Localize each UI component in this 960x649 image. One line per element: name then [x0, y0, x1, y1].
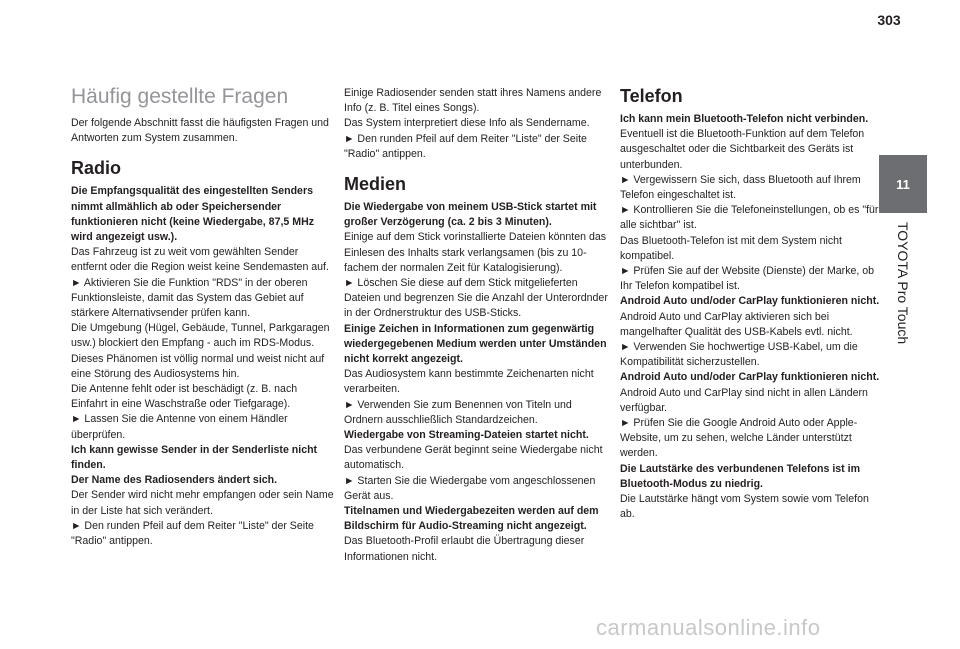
faq-answer: ► Verwenden Sie hochwertige USB-Kabel, um die Kompatibilität sicherzustellen. [620, 341, 858, 369]
faq-answer: Der Sender wird nicht mehr empfangen oder sein Name in der Liste hat sich verändert. [71, 489, 334, 517]
faq-answer: Die Lautstärke hängt vom System sowie vom Telefon ab. [620, 493, 869, 521]
chapter-tab: 11 [879, 155, 927, 213]
section-heading-radio: Radio [71, 158, 122, 179]
faq-answer: Einige Radiosender senden statt ihres Namens andere Info (z. B. Titel eines Songs). [344, 87, 602, 115]
faq-answer: Dieses Phänomen ist völlig normal und weist nicht auf eine Störung des Audiosystems hin. [71, 352, 325, 380]
faq-answer: Das verbundene Gerät beginnt seine Wiedergabe nicht automatisch. [344, 444, 603, 472]
intro-text: Der folgende Abschnitt fasst die häufigsten Fragen und Antworten zum System zusammen. [71, 117, 329, 145]
faq-answer: Das Audiosystem kann bestimmte Zeichenarten nicht verarbeiten. [344, 368, 594, 396]
faq-answer: ► Löschen Sie diese auf dem Stick mitgelieferten Dateien und begrenzen Sie die Anzahl der Unterordnder in der Ordnerstruktur des USB-Sticks. [344, 277, 608, 320]
section-heading-telefon: Telefon [620, 86, 683, 106]
faq-answer: Android Auto und CarPlay sind nicht in allen Ländern verfügbar. [620, 386, 868, 414]
faq-answer: Das Bluetooth-Profil erlaubt die Übertragung dieser Informationen nicht. [344, 535, 585, 563]
faq-answer: ► Prüfen Sie auf der Website (Dienste) der Marke, ob Ihr Telefon kompatibel ist. [620, 265, 875, 293]
page-heading: Häufig gestellte Fragen [71, 85, 289, 108]
faq-answer: ► Vergewissern Sie sich, dass Bluetooth auf Ihrem Telefon eingeschaltet ist. [620, 173, 861, 202]
watermark: carmanualsonline.info [596, 615, 821, 640]
faq-question: Die Lautstärke des verbundenen Telefons ist im Bluetooth-Modus zu niedrig. [620, 462, 860, 490]
faq-answer: ► Aktivieren Sie die Funktion "RDS" in der oberen Funktionsleiste, damit das System das Gebiet auf stärkere Alternativsender prüfen kann. [71, 276, 308, 320]
faq-question: Titelnamen und Wiedergabezeiten werden auf dem Bildschirm für Audio-Streaming nicht angezeigt. [344, 505, 599, 533]
faq-answer: Das Bluetooth-Telefon ist mit dem System nicht kompatibel. [620, 234, 842, 262]
faq-answer: ► Prüfen Sie die Google Android Auto oder Apple-Website, um zu sehen, welche Länder unterstützt werden. [620, 417, 858, 460]
faq-question: Ich kann mein Bluetooth-Telefon nicht verbinden. [620, 113, 869, 125]
chapter-title: TOYOTA Pro Touch [895, 222, 911, 345]
faq-answer: ► Lassen Sie die Antenne von einem Händler überprüfen. [71, 413, 288, 441]
faq-answer: ► Starten Sie die Wiedergabe vom angeschlossenen Gerät aus. [344, 474, 596, 502]
faq-question: Der Name des Radiosenders ändert sich. [71, 474, 278, 487]
column-1 [71, 84, 335, 549]
faq-answer: ► Verwenden Sie zum Benennen von Titeln und Ordnern ausschließlich Standardzeichen. [344, 398, 572, 426]
faq-question: Android Auto und/oder CarPlay funktionieren nicht. [620, 295, 880, 308]
faq-question: Die Wiedergabe von meinem USB-Stick startet mit großer Verzögerung (ca. 2 bis 3 Minuten). [344, 201, 597, 229]
page-number: 303 [877, 12, 901, 28]
faq-answer: Das System interpretiert diese Info als Sendername. [344, 117, 590, 130]
faq-question: Wiedergabe von Streaming-Dateien startet nicht. [344, 429, 589, 442]
section-heading-medien: Medien [344, 174, 407, 195]
faq-question: Ich kann gewisse Sender in der Senderliste nicht finden. [71, 443, 318, 472]
faq-answer: Android Auto und CarPlay aktivieren sich bei mangelhafter Qualität des USB-Kabels evtl. nicht. [620, 310, 853, 338]
faq-answer: ► Den runden Pfeil auf dem Reiter "Liste" der Seite "Radio" antippen. [71, 519, 314, 548]
column-2 [344, 86, 608, 565]
telefon-faq-list [620, 112, 884, 522]
faq-answer: Die Antenne fehlt oder ist beschädigt (z. B. nach Einfahrt in eine Waschstraße oder Tiefgarage). [71, 383, 298, 411]
faq-answer: Eventuell ist die Bluetooth-Funktion auf dem Telefon ausgeschaltet oder die Sichtbarkeit des Geräts ist unterbunden. [620, 128, 865, 171]
faq-answer: Einige auf dem Stick vorinstallierte Dateien könnten das Einlesen des Inhalts stark verlangsamen (bis zu 10-fachem der normalen Zeit für Katalogisierung). [344, 231, 607, 274]
faq-question: Die Empfangsqualität des eingestellten Senders nimmt allmählich ab oder Speichersender funktionieren nicht (keine Wiedergabe, 87,5 MHz wird angezeigt usw.). [71, 185, 315, 244]
faq-answer: ► Den runden Pfeil auf dem Reiter "Liste" der Seite "Radio" antippen. [344, 132, 587, 160]
faq-answer: Das Fahrzeug ist zu weit vom gewählten Sender entfernt oder die Region weist keine Sendemasten auf. [71, 246, 329, 274]
faq-question: Einige Zeichen in Informationen zum gegenwärtig wiedergegebenen Medium werden unter Umständen nicht korrekt angezeigt. [344, 322, 607, 366]
medien-faq-list [344, 200, 608, 565]
faq-answer: ► Kontrollieren Sie die Telefoneinstellungen, ob es "für alle sichtbar" ist. [620, 204, 879, 232]
faq-question: Android Auto und/oder CarPlay funktionieren nicht. [620, 371, 880, 384]
radio-faq-list [71, 184, 335, 549]
radio-faq-continued [344, 86, 608, 162]
column-3 [620, 84, 884, 522]
faq-answer: Die Umgebung (Hügel, Gebäude, Tunnel, Parkgaragen usw.) blockiert den Empfang - auch im RDS-Modus. [71, 322, 330, 350]
